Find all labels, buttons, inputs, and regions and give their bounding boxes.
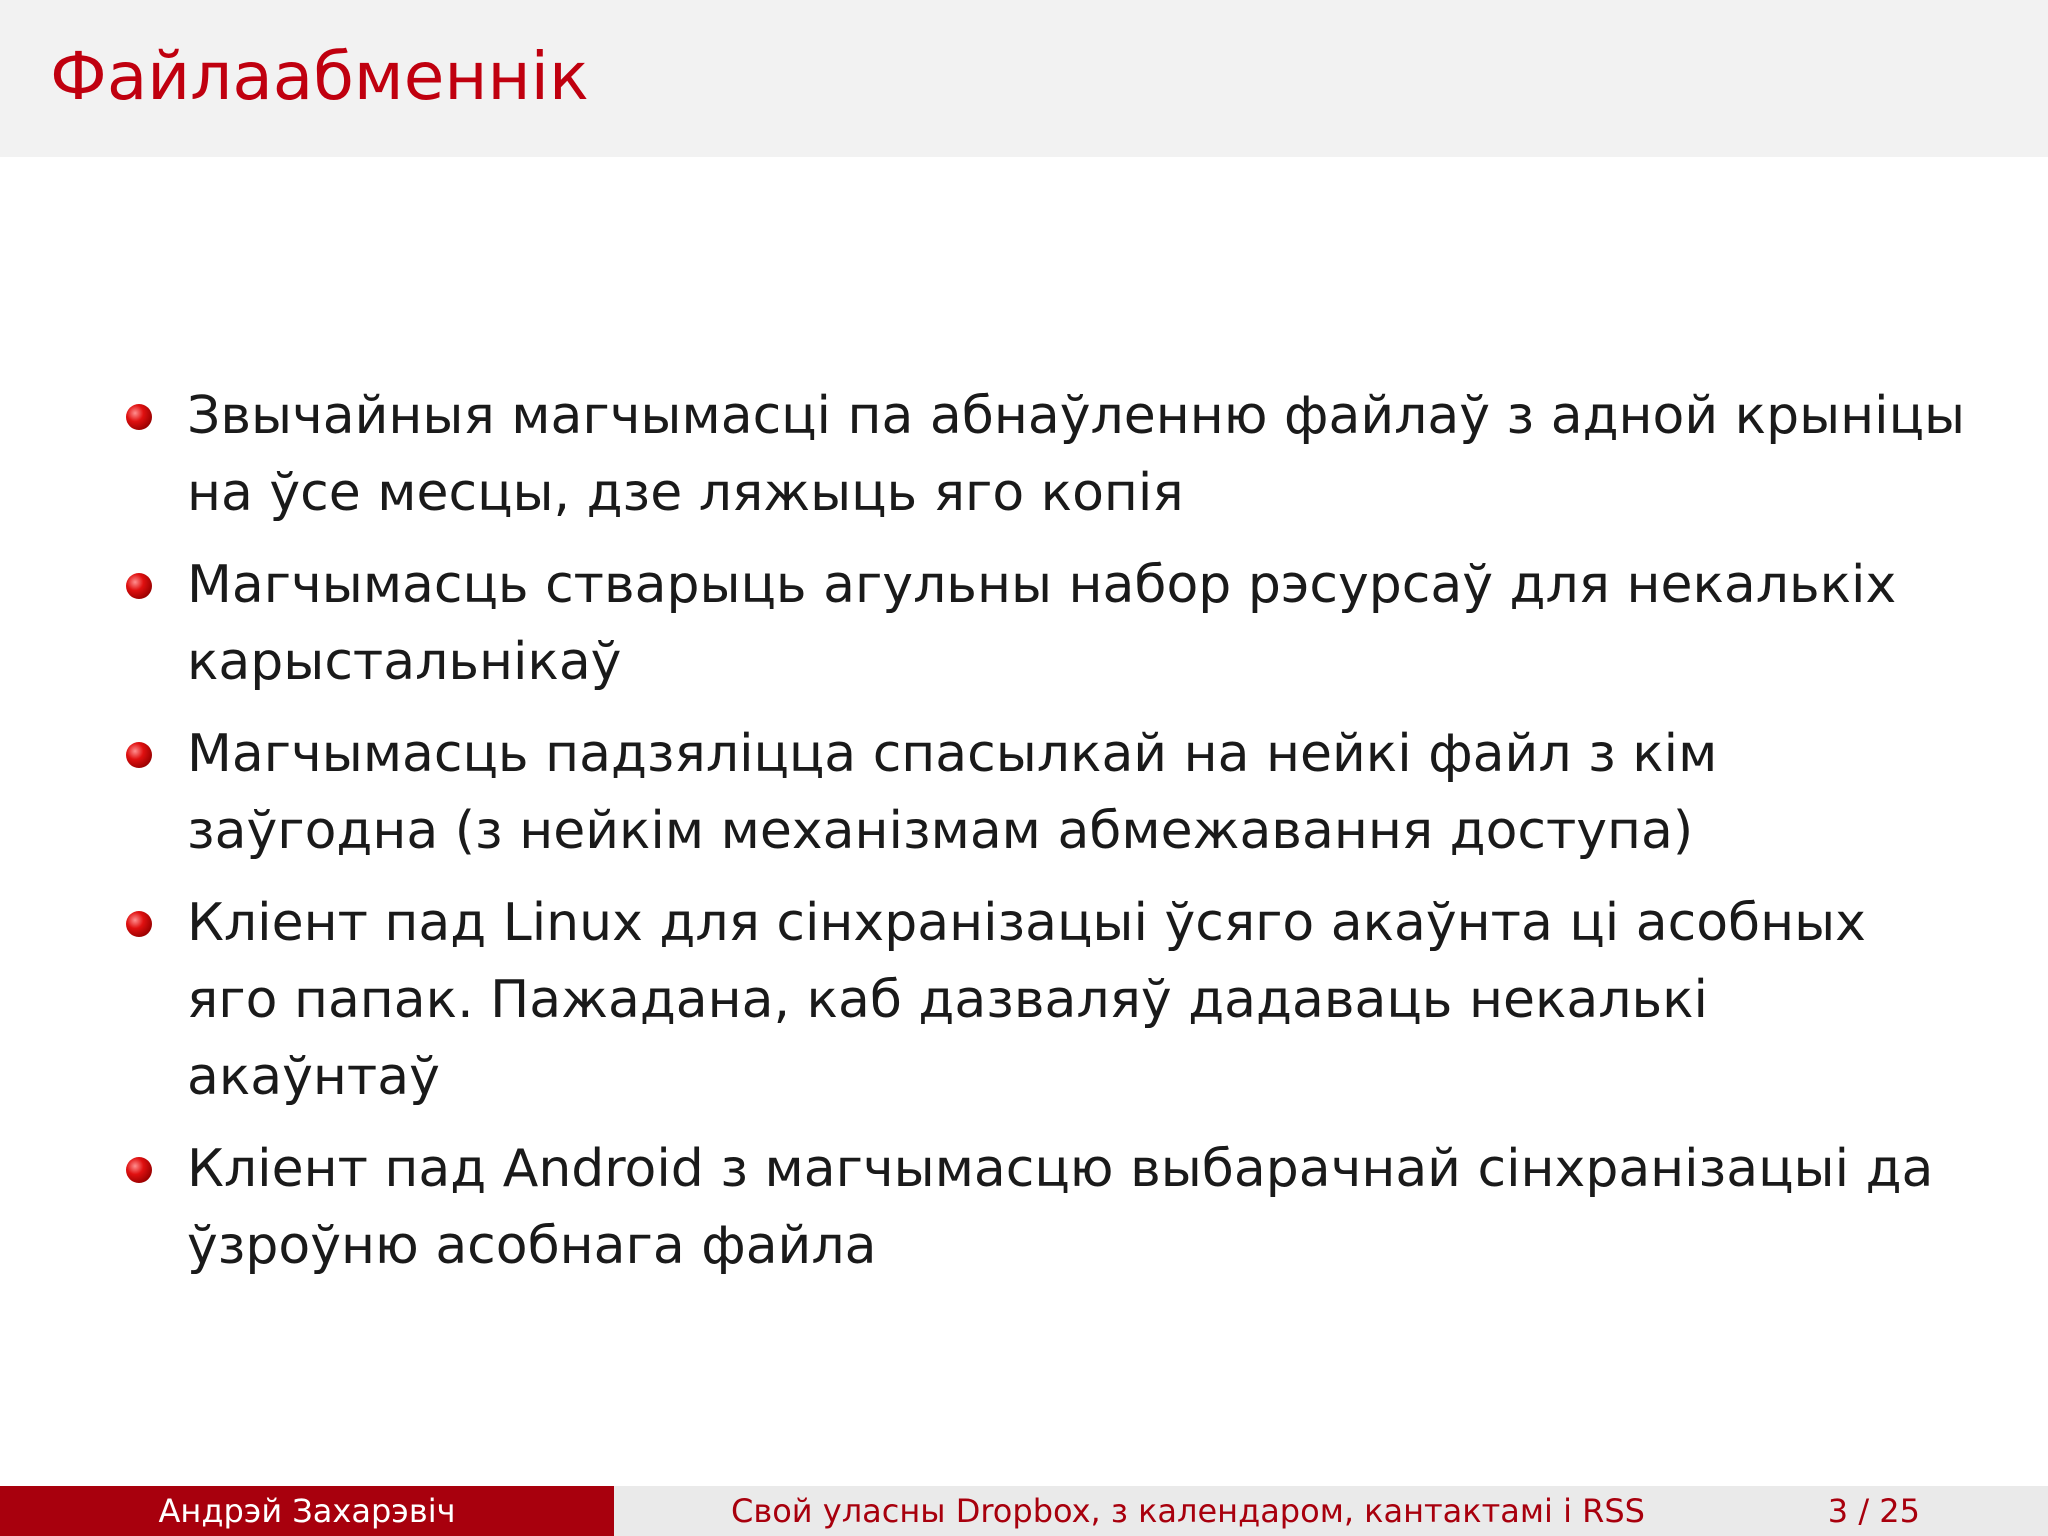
slide-title: Файлаабменнік	[50, 38, 589, 115]
list-item	[122, 378, 1972, 532]
bullet-icon	[126, 1157, 152, 1183]
bullet-text: Кліент пад Linux для сінхранізацыі ўсяго акаўнта ці асобных яго папак. Пажадана, каб дазваляў дадаваць некалькі акаўнтаў	[187, 893, 1866, 1107]
bullet-text: Магчымасць падзяліцца спасылкай на нейкі файл з кім заўгодна (з нейкім механізмам абмежавання доступа)	[187, 724, 1718, 861]
bullet-icon	[126, 573, 152, 599]
footer-subtitle: Свой уласны Dropbox, з календаром, кантактамі і RSS	[731, 1492, 1645, 1530]
list-item	[122, 547, 1972, 701]
list-item	[122, 1131, 1972, 1285]
footer	[0, 1486, 2048, 1536]
bullet-text: Кліент пад Android з магчымасцю выбарачнай сінхранізацыі да ўзроўню асобнага файла	[187, 1139, 1934, 1276]
title-bar	[0, 0, 2048, 157]
footer-info	[614, 1486, 2048, 1536]
bullet-text: Магчымасць стварыць агульны набор рэсурсаў для некалькіх карыстальнікаў	[187, 555, 1897, 692]
bullet-icon	[126, 404, 152, 430]
page-number: 3 / 25	[1827, 1492, 1920, 1530]
bullet-text: Звычайныя магчымасці па абнаўленню файлаў з адной крыніцы на ўсе месцы, дзе ляжыць яго копія	[187, 386, 1966, 523]
footer-author: Андрэй Захарэвіч	[0, 1486, 614, 1536]
bullet-icon	[126, 742, 152, 768]
list-item	[122, 885, 1972, 1116]
list-item	[122, 716, 1972, 870]
bullet-list	[122, 378, 1972, 1300]
bullet-icon	[126, 911, 152, 937]
